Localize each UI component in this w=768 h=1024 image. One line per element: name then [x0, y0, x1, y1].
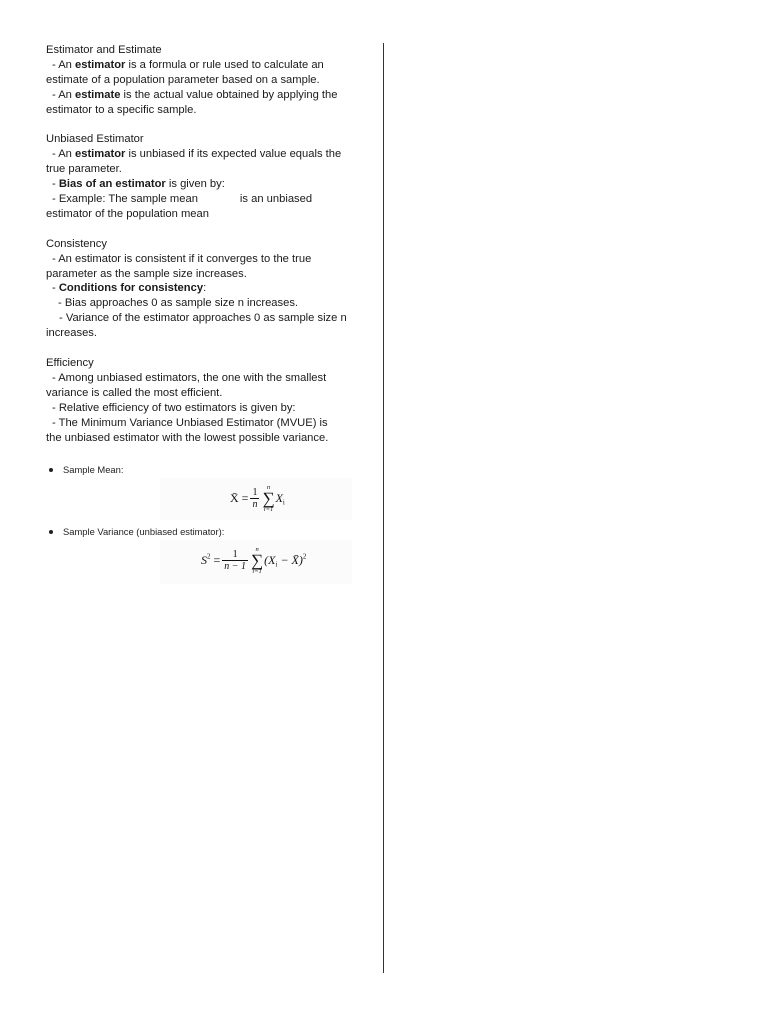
- text: -: [52, 178, 59, 191]
- text-line: parameter as the sample size increases.: [46, 267, 247, 280]
- formula-lhs: S: [201, 553, 207, 567]
- formula-sample-mean: [230, 484, 285, 513]
- label-text: Sample Variance (unbiased estimator):: [63, 526, 225, 537]
- text-line: increases.: [46, 327, 97, 340]
- fraction: [250, 487, 259, 510]
- label-text: Sample Mean:: [63, 464, 124, 475]
- bold-term: Conditions for consistency: [58, 282, 204, 295]
- text: - An: [52, 58, 76, 71]
- text: is given by:: [165, 178, 225, 191]
- text-line: true parameter.: [46, 163, 122, 176]
- numerator: 1: [222, 549, 248, 561]
- formula-label-sample-variance: [46, 526, 224, 538]
- sigma-icon: ∑: [251, 551, 264, 570]
- text-line: variance is called the most efficient.: [46, 386, 223, 399]
- section-title: Estimator and Estimate: [46, 44, 162, 56]
- fraction: [222, 549, 248, 572]
- subscript: i: [275, 560, 278, 569]
- text-line: [46, 58, 368, 73]
- section-efficiency: [46, 356, 368, 445]
- section-consistency: [46, 237, 368, 341]
- bullet-icon: [49, 468, 53, 472]
- sum-upper: n: [255, 546, 259, 553]
- text-line: estimate of a population parameter based on a sample.: [46, 73, 320, 86]
- text-line: - Variance of the estimator approaches 0 as sample size n: [59, 312, 347, 325]
- denominator: n − 1: [224, 561, 247, 572]
- text: -: [52, 282, 59, 295]
- formula-label-sample-mean: [46, 464, 123, 476]
- section-title: Unbiased Estimator: [46, 133, 144, 146]
- text-line: estimator of the population mean: [46, 207, 209, 220]
- text-line: - An estimator is consistent if it converges to the true: [52, 252, 312, 265]
- text: - An: [52, 148, 76, 161]
- text: is a formula or rule used to calculate an: [125, 58, 324, 71]
- formula-term-rest: − X̄): [277, 553, 303, 567]
- left-column: [46, 43, 368, 460]
- formula-lhs: X̄ =: [230, 491, 249, 505]
- section-unbiased-estimator: [46, 132, 368, 221]
- text-line: [46, 281, 368, 296]
- bold-term: estimate: [75, 88, 121, 101]
- numerator: 1: [252, 487, 258, 498]
- text: is an unbiased: [239, 193, 313, 206]
- superscript: 2: [207, 552, 211, 561]
- text-line: [46, 147, 368, 162]
- formula-term: X: [275, 491, 283, 505]
- text-line: - Bias approaches 0 as sample size n increases.: [58, 297, 299, 310]
- equals-sign: =: [213, 553, 221, 567]
- bold-term: estimator: [75, 148, 126, 161]
- denominator: n: [252, 499, 258, 510]
- bullet-icon: [49, 530, 53, 534]
- sum-upper: n: [266, 484, 271, 491]
- formula-sample-variance: [201, 546, 306, 575]
- text: - An: [52, 88, 76, 101]
- text-line: [46, 88, 368, 103]
- summation: [251, 546, 263, 575]
- text-line: the unbiased estimator with the lowest possible variance.: [46, 431, 329, 444]
- text: :: [203, 282, 207, 295]
- sigma-icon: ∑: [262, 489, 275, 508]
- bold-term: estimator: [75, 58, 126, 71]
- sum-lower: i=1: [252, 568, 262, 575]
- text-line: - Among unbiased estimators, the one with the smallest: [52, 371, 327, 384]
- text-line: - Relative efficiency of two estimators is given by:: [52, 401, 296, 414]
- section-title: Consistency: [46, 237, 107, 250]
- subscript: i: [282, 498, 285, 507]
- text-line: [46, 192, 368, 207]
- text: - Example: The sample mean: [52, 193, 198, 206]
- text: is the actual value obtained by applying the: [120, 88, 338, 101]
- text: is unbiased if its expected value equals the: [125, 148, 342, 161]
- section-estimator-estimate: [46, 43, 368, 118]
- formula-term: (X: [264, 553, 276, 567]
- sum-lower: i=1: [263, 506, 274, 513]
- section-title: Efficiency: [46, 356, 94, 369]
- column-divider: [383, 43, 384, 973]
- superscript: 2: [302, 552, 307, 561]
- text-line: [46, 177, 368, 192]
- text-line: - The Minimum Variance Unbiased Estimator (MVUE) is: [52, 416, 328, 429]
- text-line: estimator to a specific sample.: [46, 103, 197, 116]
- bold-term: Bias of an estimator: [58, 178, 166, 191]
- summation: [262, 484, 274, 513]
